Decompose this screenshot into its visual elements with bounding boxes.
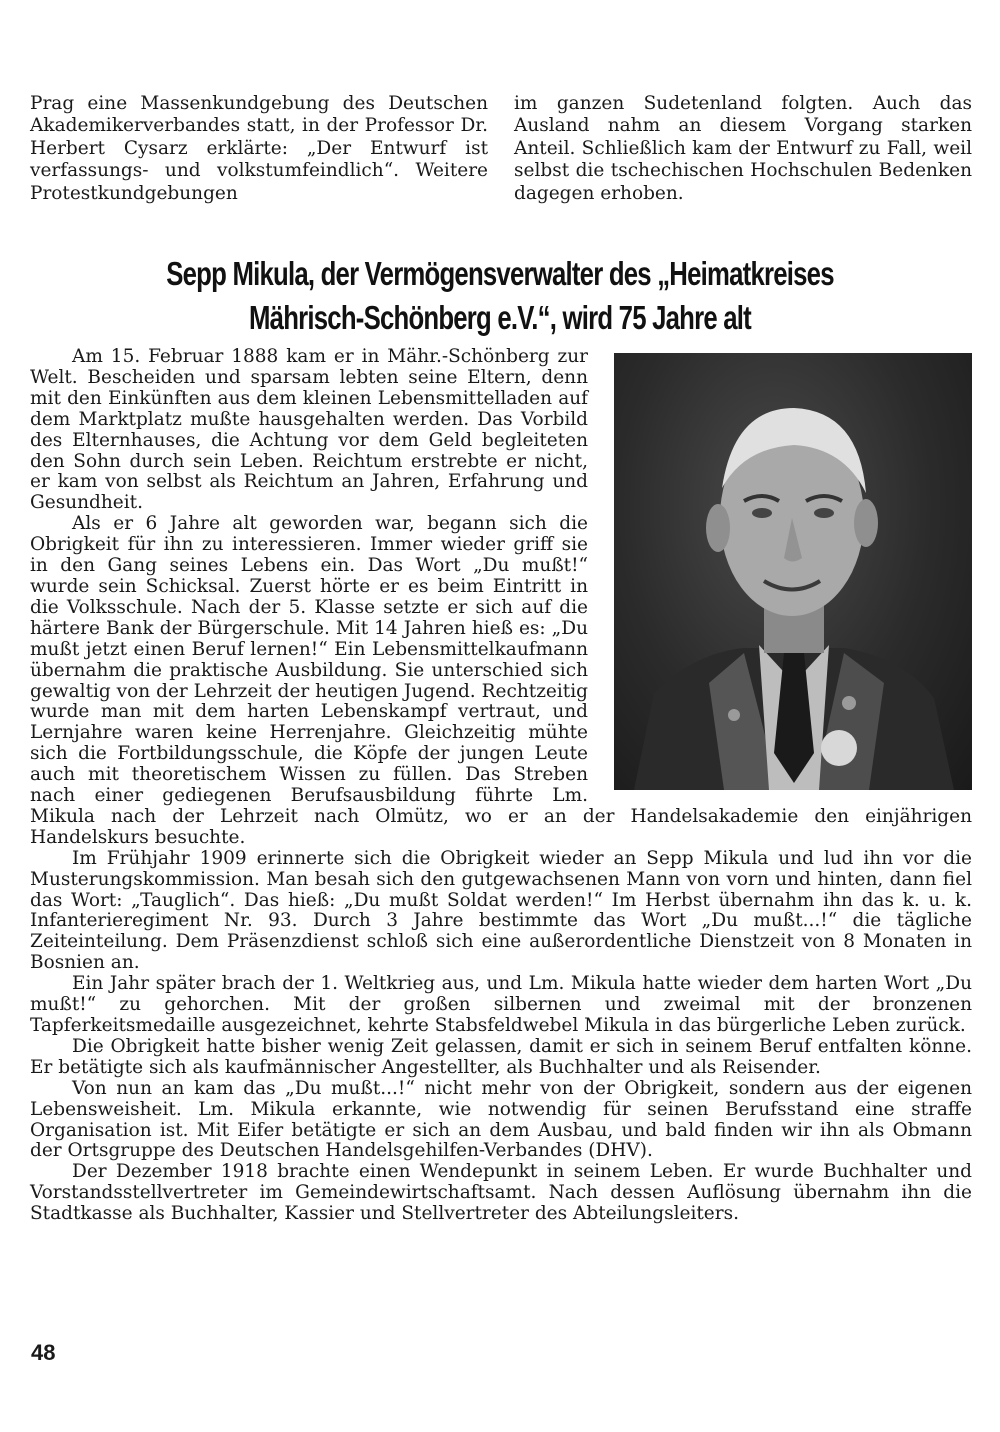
continued-text-columns [30,93,972,205]
top-right-column [514,93,972,205]
paragraph: Von nun an kam das „Du mußt...!“ nicht mehr von der Obrigkeit, sondern aus der eigenen Lebensweisheit. Lm. Mikula erkannte, wie notwendig für seinen Berufsstand eine straffe Organisation ist. Mit Eifer betätigte er sich an dem Ausbau, und bald finden wir ihn als Obmann der Ortsgruppe des Deutschen Handelsgehilfen-Verbandes (DHV). [30,1077,972,1162]
article-body [30,347,972,1225]
headline-line-1: Sepp Mikula, der Vermögensverwalter des „Heimatkreises [166,255,834,292]
paragraph: Im Frühjahr 1909 erinnerte sich die Obrigkeit wieder an Sepp Mikula und lud ihn vor die Musterungskommission. Man besah sich den gutgewachsenen Mann von vorn und hinten, dann fiel das Wort: „Tauglich“. Das hieß: „Du mußt Soldat werden!“ Im Herbst übernahm ihn das k. u. k. Infanterieregiment Nr. 93. Durch 3 Jahre bestimmte das Wort „Du mußt...!“ die tägliche Zeiteinteilung. Dem Präsenzdienst schloß sich eine außerordentliche Dienstzeit von 8 Monaten in Bosnien an. [30,847,972,974]
page-number: 48 [31,1340,56,1365]
paragraph: Ein Jahr später brach der 1. Weltkrieg aus, und Lm. Mikula hatte wieder dem harten Wort „Du mußt!“ zu gehorchen. Mit der großen silbernen und zweimal mit der bronzenen Tapferkeitsmedaille ausgezeichnet, kehrte Stabsfeldwebel Mikula in das bürgerliche Leben zurück. [30,973,972,1036]
article-headline [157,252,843,340]
top-right-text: im ganzen Sudetenland folgten. Auch das Ausland nahm an diesem Vorgang starken Anteil. Schließlich kam der Entwurf zu Fall, weil selbst die tschechischen Hochschulen Bedenken dagegen erhoben. [514,93,972,204]
top-left-text: Prag eine Massenkundgebung des Deutschen Akademikerverbandes statt, in der Professor Dr. Herbert Cysarz erklärte: „Der Entwurf ist verfassungs- und volkstumfeindlich“. Weitere Protestkundgebungen [30,93,488,204]
portrait-photo [614,353,972,790]
top-left-column [30,93,488,205]
headline-line-2: Mährisch-Schönberg e.V.“, wird 75 Jahre alt [249,299,751,336]
paragraph: Als er 6 Jahre alt geworden war, begann sich die Obrigkeit für ihn zu interessieren. Immer wieder griff sie in den Gang seines Lebens ein. Das Wort „Du mußt!“ wurde sein Schicksal. Zuerst hörte er es beim Eintritt in die Volksschule. Nach der 5. Klasse setzte er sich auf die härtere Bank der Bürgerschule. Mit 14 Jahren hieß es: „Du mußt jetzt einen Beruf lernen!“ Ein Lebensmittelkaufmann übernahm die praktische Ausbildung. Sie unterschied sich gewaltig von der Lehrzeit der heutigen Jugend. Rechtzeitig wurde man mit dem harten Lebenskampf vertraut, und Lernjahre waren keine Herrenjahre. Gleichzeitig mühte sich die Fortbildungsschule, die Köpfe der jungen Leute auch mit theoretischem Wissen zu füllen. Das Streben nach einer gediegenen Berufsausbildung führte Lm. Mikula nach der Lehrzeit nach Olmütz, wo er an der Handelsakademie den einjährigen Handelskurs besuchte. [30,513,972,848]
portrait-illustration [614,353,972,790]
paragraph: Die Obrigkeit hatte bisher wenig Zeit gelassen, damit er sich in seinem Beruf entfalten könne. Er betätigte sich als kaufmännischer Angestellter, als Buchhalter und als Reisender. [30,1035,972,1078]
paragraph: Der Dezember 1918 brachte einen Wendepunkt in seinem Leben. Er wurde Buchhalter und Vorstandsstellvertreter im Gemeindewirtschaftsamt. Nach dessen Auflösung übernahm ihn die Stadtkasse als Buchhalter, Kassier und Stellvertreter des Abteilungsleiters. [30,1161,972,1225]
paragraph: Am 15. Februar 1888 kam er in Mähr.-Schönberg zur Welt. Bescheiden und sparsam lebten seine Eltern, denn mit den Einkünften aus dem kleinen Lebensmittelladen auf dem Marktplatz mußte hausgehalten werden. Das Vorbild des Elternhauses, die Achtung vor dem Geld begleiteten den Sohn durch sein Leben. Reichtum erstrebte er nicht, er kam von selbst als Reichtum an Jahren, Erfahrung und Gesundheit. [30,346,588,514]
